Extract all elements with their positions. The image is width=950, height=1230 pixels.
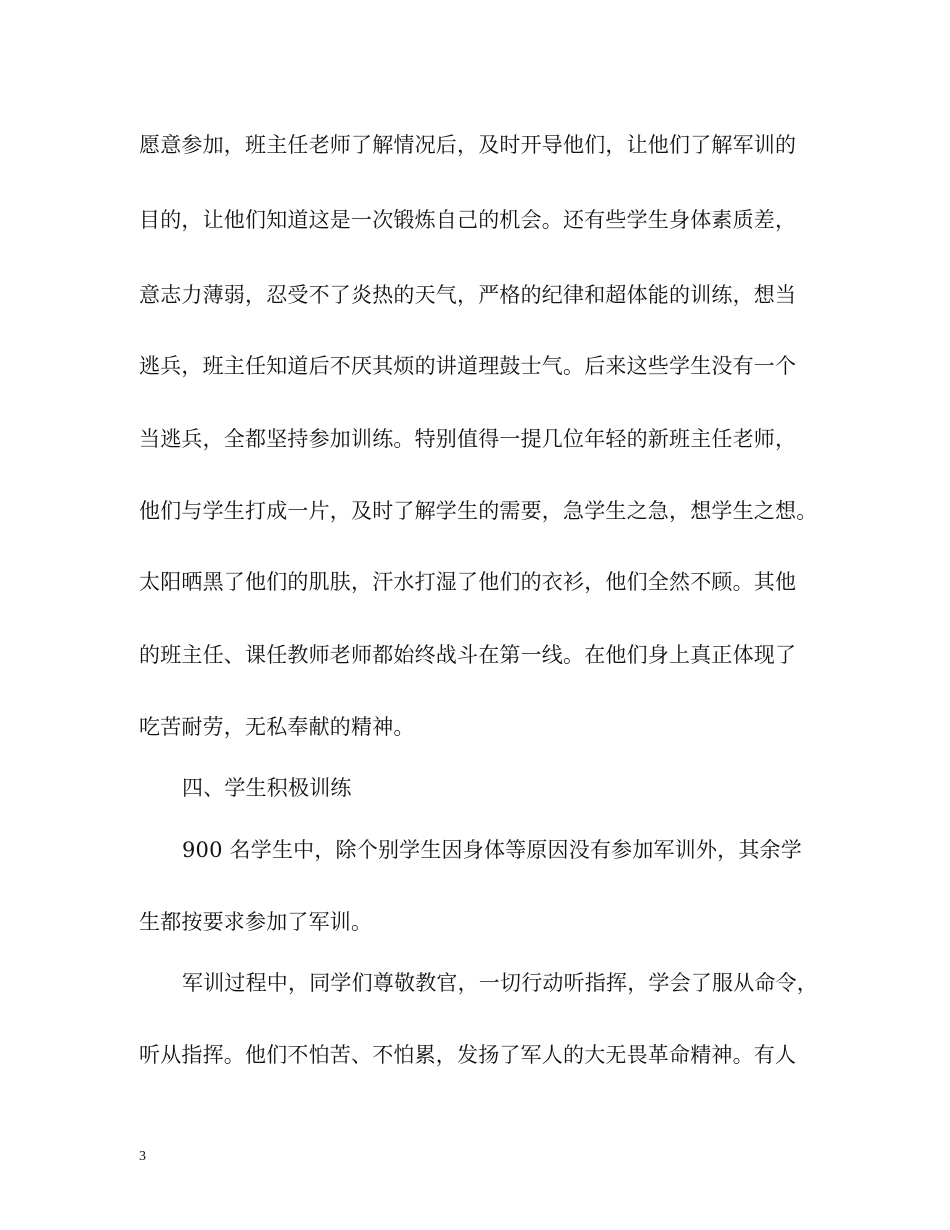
paragraph-line: 太阳晒黑了他们的肌肤，汗水打湿了他们的衣衫，他们全然不顾。其他 (139, 570, 797, 594)
paragraph-line: 900 名学生中，除个别学生因身体等原因没有参加军训外，其余学 (182, 838, 802, 862)
paragraph-line: 的班主任、课任教师老师都始终战斗在第一线。在他们身上真正体现了 (139, 643, 797, 667)
paragraph-line: 生都按要求参加了军训。 (139, 910, 373, 934)
paragraph-line: 军训过程中，同学们尊敬教官，一切行动听指挥，学会了服从命令， (182, 971, 818, 995)
page-number: 3 (139, 1149, 146, 1164)
paragraph-line: 听从指挥。他们不怕苦、不怕累，发扬了军人的大无畏革命精神。有人 (139, 1043, 797, 1067)
paragraph-line: 他们与学生打成一片，及时了解学生的需要，急学生之急，想学生之想。 (139, 499, 818, 523)
paragraph-line: 吃苦耐劳，无私奉献的精神。 (139, 715, 415, 739)
paragraph-line: 愿意参加，班主任老师了解情况后，及时开导他们，让他们了解军训的 (139, 133, 797, 157)
paragraph-line: 目的，让他们知道这是一次锻炼自己的机会。还有些学生身体素质差， (139, 208, 797, 232)
section-heading: 四、学生积极训练 (182, 776, 352, 800)
paragraph-line: 当逃兵，全都坚持参加训练。特别值得一提几位年轻的新班主任老师， (139, 427, 797, 451)
paragraph-line: 逃兵，班主任知道后不厌其烦的讲道理鼓士气。后来这些学生没有一个 (139, 354, 797, 378)
paragraph-line: 意志力薄弱，忍受不了炎热的天气，严格的纪律和超体能的训练，想当 (139, 283, 797, 307)
